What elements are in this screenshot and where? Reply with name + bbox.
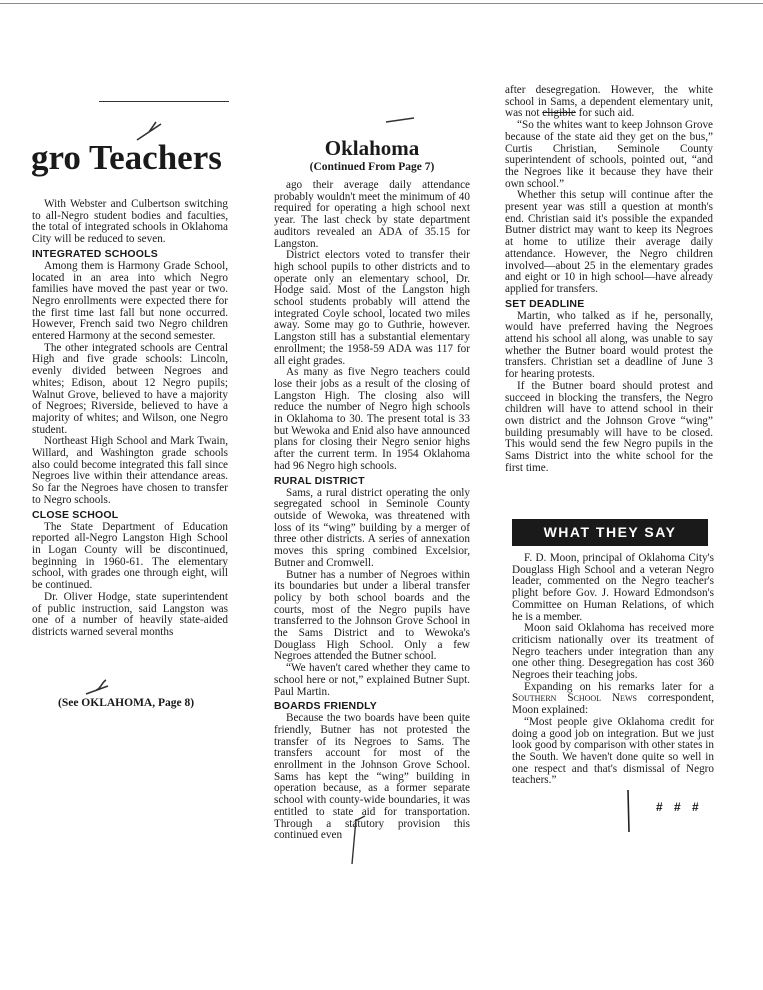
page-top-rule: [0, 3, 763, 4]
boards-friendly-heading: BOARDS FRIENDLY: [274, 700, 377, 713]
continued-note: (Continued From Page 7): [309, 161, 435, 173]
paragraph: Martin, who talked as if he, personally, would have preferred having the Negroes attend his school all along, was unable to say whether the Butner board would protest the transfers. Christian set a deadline of June 3 for hearing protests.: [505, 309, 713, 381]
paragraph: Because the two boards have been quite friendly, Butner has not protested the transfer of its Negroes to Sams. The transfers account for most of the enrollment in the Johnson Grove School. Sams has kept the “wing” building in operation because, as a former separate school with county-wide boundaries, it was entitled to state aid for transportation. Through a statutory provision this continued even: [274, 712, 470, 842]
column-3: [505, 85, 713, 475]
headline-rule: [99, 101, 229, 102]
section-title: Oklahoma: [324, 136, 420, 160]
pencil-stroke: [386, 118, 414, 122]
paragraph: Northeast High School and Mark Twain, Willard, and Washington grade schools also could become integrated this fall since Negroes live within their attendance areas. So far the Negroes have chosen to transfer to Negro schools.: [32, 435, 228, 506]
intro-paragraph: With Webster and Culbertson switching to all-Negro student bodies and faculties, the total of integrated schools in Oklahoma City will be reduced to seven.: [32, 198, 228, 246]
publication-name: Southern School News: [512, 692, 637, 705]
end-mark: # # #: [656, 800, 703, 814]
paragraph: “Most people give Oklahoma credit for doing a good job on integration. But we just look good by comparison with other states in the South. We haven't done quite so well in one respect and that's dismissal of Negro teachers.”: [512, 715, 714, 787]
paragraph: The State Department of Education reported all-Negro Langston High School in Logan County will be discontinued, beginning in 1960-61. The elementary school, with grades one through eight, will be continued.: [32, 520, 228, 592]
paragraph: If the Butner board should protest and succeed in blocking the transfers, the Negro children will have to attend school in their own district and the Johnson Grove “wing” building presumably will have to be closed. This would send the few Negro pupils in the Sams District into the white school for the first time.: [505, 379, 713, 474]
pencil-stroke: [86, 680, 108, 694]
paragraph: [505, 85, 713, 120]
paragraph: Moon said Oklahoma has received more criticism nationally over its treatment of Negro teachers under integration than any one other thing. Desegregation has cost 360 Negroes their teaching jobs.: [512, 622, 714, 682]
paragraph: Butner has a number of Negroes within its boundaries but under a liberal transfer policy by both school boards and the courts, most of the Negro pupils have transferred to the Johnson Grove School in the Sams District and to Wewoka's Douglass High School. Only a few Negroes attended the Butner school.: [274, 568, 470, 663]
text-span: after desegregation. However, the white school in Sams, a dependent elementary unit, was not: [505, 84, 713, 120]
paragraph: “So the whites want to keep Johnson Grove because of the state aid they get on the bus,” Curtis Christian, Seminole County superintendent of schools, pointed out, “and the Negroes like it because they have their own school.”: [505, 119, 713, 190]
text-span: Expanding on his remarks later for a: [524, 680, 714, 693]
text-span: correspondent, Moon explained:: [512, 692, 715, 717]
set-deadline-heading: SET DEADLINE: [505, 297, 585, 310]
struck-word: eligible: [542, 107, 576, 120]
headline: gro Teachers: [31, 138, 222, 177]
rural-district-heading: RURAL DISTRICT: [274, 474, 365, 487]
paragraph: [512, 682, 714, 717]
paragraph: ago their average daily attendance probably wouldn't meet the minimum of 40 required for operating a high school next year. The last check by state department auditors revealed an ADA of 35.15 for Langston.: [274, 179, 470, 250]
what-they-say-banner: WHAT THEY SAY: [512, 519, 708, 546]
paragraph: As many as five Negro teachers could lose their jobs as a result of the closing of Langston High. The closing also will reduce the number of Negro high schools in Oklahoma to 30. The present total is 33 but Wewoka and Enid also have announced plans for closing their Negro senior highs after the current term. In 1954 Oklahoma had 96 Negro high schools.: [274, 366, 470, 472]
column-1: [32, 199, 228, 639]
paragraph: Whether this setup will continue after the present year was still a question at month's end. Christian said it's possible the expanded Butner district may want to keep its Negroes at home to utilize their average daily attendance. However, the Negro children involved—about 25 in the elementary grades and eight or 10 in high school—have already applied for transfers.: [505, 189, 713, 295]
pencil-stroke: [628, 790, 629, 832]
paragraph: F. D. Moon, principal of Oklahoma City's Douglass High School and a veteran Negro leader, commented on the Negro teacher's plight before Gov. J. Howard Edmondson's Committee on Human Relations, of which he is a member.: [512, 552, 714, 623]
paragraph: Dr. Oliver Hodge, state superintendent of public instruction, said Langston was one of a number of heavily state-aided districts warned several months: [32, 590, 228, 638]
paragraph: The other integrated schools are Central High and five grade schools: Lincoln, evenly divided between Negroes and whites; Edison, about 12 Negro pupils; Walnut Grove, believed to have a majority of Negroes; Riverside, believed to have a majority of whites; and Wilson, one Negro student.: [32, 341, 228, 436]
close-school-heading: CLOSE SCHOOL: [32, 508, 119, 521]
paragraph: Among them is Harmony Grade School, located in an area into which Negro families have moved the past year or two. Negro enrollments were expected there for the first time last fall but none occurred. However, French said two Negro children entered Harmony at the second semester.: [32, 259, 228, 343]
continued-reference: (See OKLAHOMA, Page 8): [58, 697, 195, 709]
paragraph: “We haven't cared whether they came to school here or not,” explained Butner Supt. Paul Martin.: [274, 662, 470, 698]
column-3-lower: [512, 553, 714, 787]
paragraph: District electors voted to transfer their high school pupils to other districts and to operate only an elementary school, Dr. Hodge said. Most of the Langston high school students probably will attend the integrated Coyle school, located two miles away. Some may go to Guthrie, however. Langston still has a substantial elementary enrollment; the 1958-59 ADA was 117 for all eight grades.: [274, 249, 470, 367]
integrated-schools-heading: INTEGRATED SCHOOLS: [32, 247, 158, 260]
column-2: [274, 180, 470, 842]
text-span: for such aid.: [575, 107, 635, 120]
paragraph: Sams, a rural district operating the only segregated school in Seminole County outside of Wewoka, was threatened with loss of its “wing” building by a merger of three other districts. A series of annexation moves this spring combined Excelsior, Butner and Cromwell.: [274, 486, 470, 569]
